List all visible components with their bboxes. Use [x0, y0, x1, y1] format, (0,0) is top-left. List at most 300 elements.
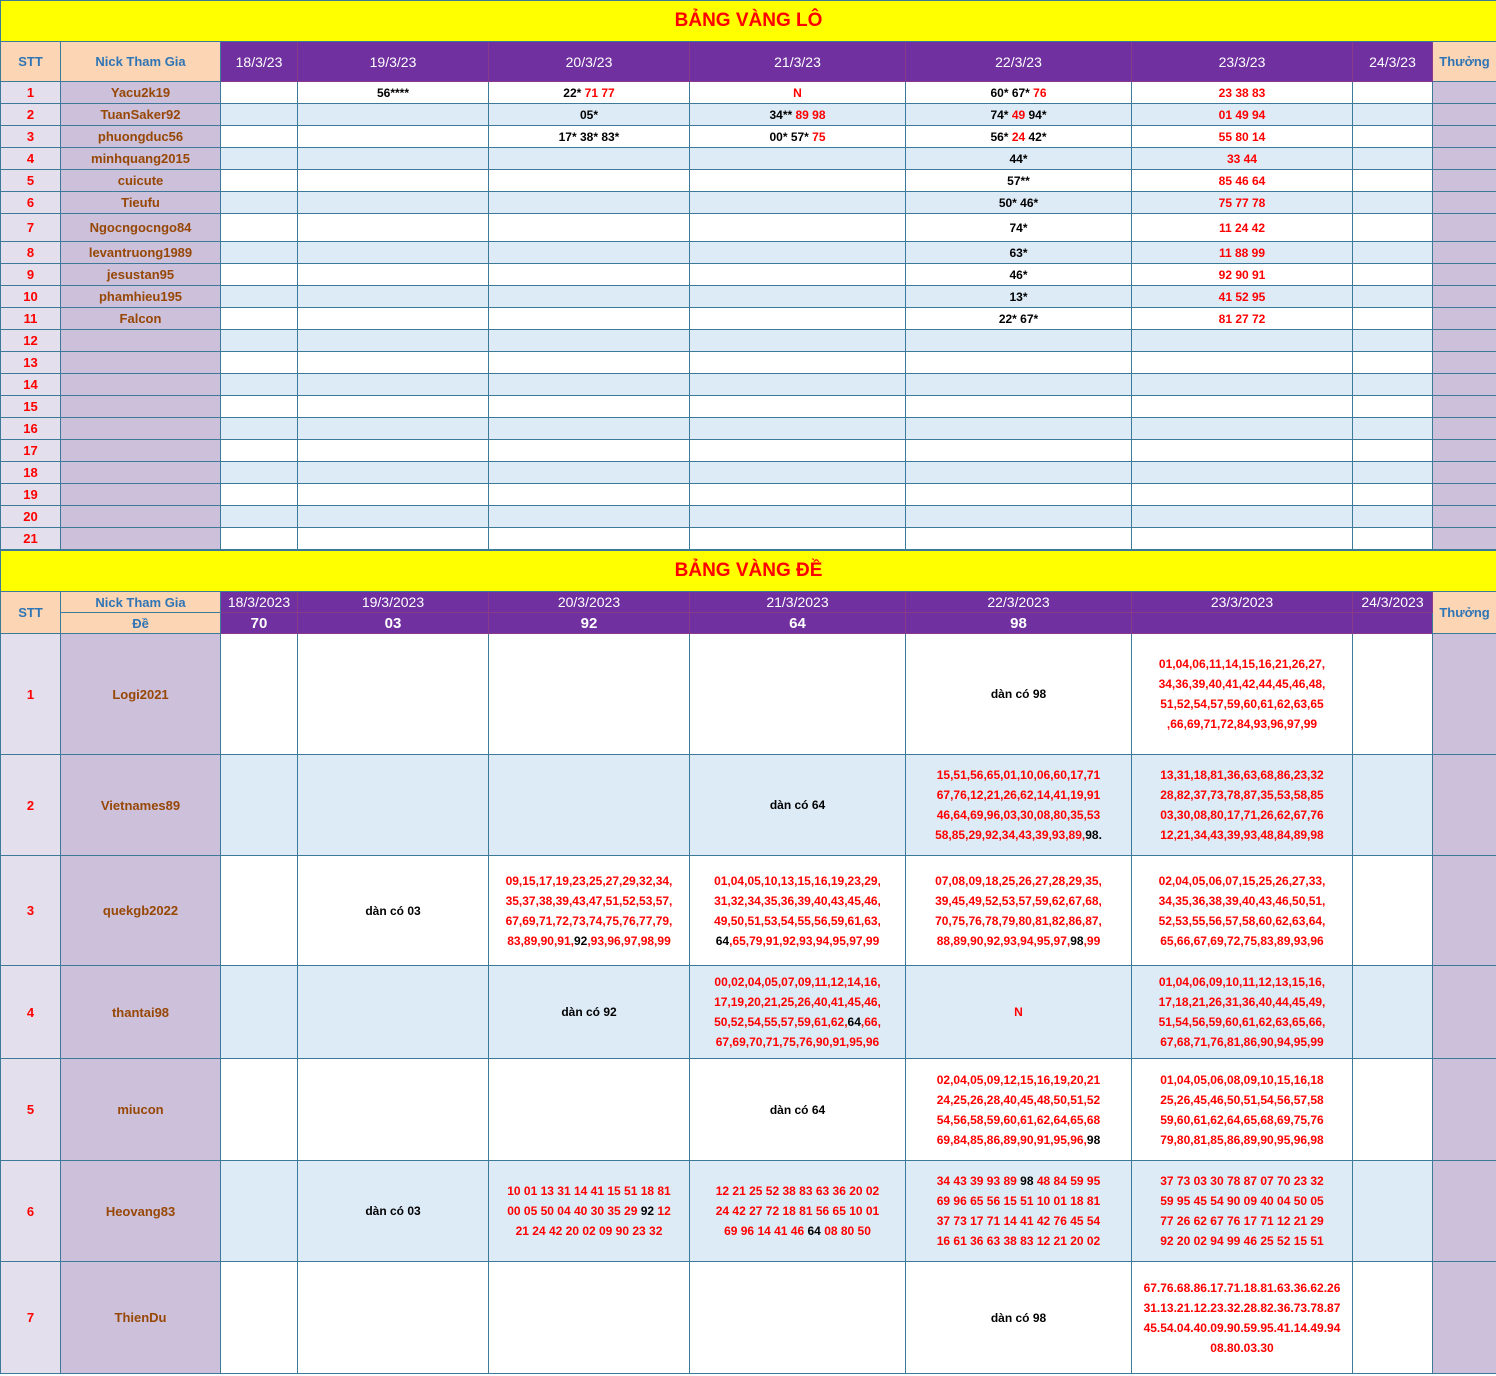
lo-pick-cell [906, 374, 1132, 396]
row-number: 17 [1, 440, 61, 462]
de-result [1132, 613, 1353, 634]
lo-pick-cell [1132, 82, 1353, 104]
cell-text: 75 [812, 129, 826, 144]
player-nick: Logi2021 [61, 634, 221, 755]
de-pick-cell [906, 634, 1132, 755]
pick-line [690, 891, 905, 911]
prize-cell [1433, 126, 1496, 148]
lo-pick-cell [298, 418, 489, 440]
cell-text: 50* 46* [998, 195, 1039, 210]
prize-cell [1433, 418, 1496, 440]
pick-line [1132, 694, 1352, 714]
lo-header-date: 21/3/23 [690, 42, 906, 82]
lo-row [1, 484, 1496, 506]
player-nick: Falcon [61, 308, 221, 330]
lo-pick-cell [1132, 462, 1353, 484]
de-pick-cell [1132, 1161, 1353, 1262]
lo-pick-cell [221, 352, 298, 374]
lo-pick-cell [690, 418, 906, 440]
cell-text: 24 [1011, 129, 1026, 144]
lo-pick-cell [1132, 170, 1353, 192]
pick-line [1132, 1318, 1352, 1338]
lo-pick-cell [690, 330, 906, 352]
lo-pick-cell [298, 148, 489, 170]
lo-pick-cell [221, 126, 298, 148]
prize-cell [1433, 214, 1496, 242]
lo-pick-cell [1353, 462, 1433, 484]
lo-pick-cell [1353, 506, 1433, 528]
lo-pick-cell [298, 528, 489, 550]
pick-line [690, 871, 905, 891]
pick-line [906, 1211, 1131, 1231]
cell-text: dàn có 64 [769, 1102, 826, 1117]
prize-cell [1433, 374, 1496, 396]
lo-row [1, 418, 1496, 440]
cell-text: 56**** [376, 85, 410, 100]
player-nick [61, 462, 221, 484]
cell-text: N [793, 85, 802, 100]
de-pick-cell [690, 634, 906, 755]
pick-line [1132, 891, 1352, 911]
prize-cell [1433, 634, 1496, 755]
cell-text: 69,84,85,86,89,90,91,95,96, [936, 1132, 1087, 1147]
lo-row [1, 286, 1496, 308]
cell-text: 98 [1086, 1132, 1101, 1147]
cell-text: 92 90 91 [1218, 267, 1266, 282]
lo-pick-cell [1132, 286, 1353, 308]
lo-pick-cell [489, 126, 690, 148]
de-pick-cell [1353, 1161, 1433, 1262]
pick-line [1132, 1191, 1352, 1211]
prize-cell [1433, 528, 1496, 550]
lo-pick-cell [690, 528, 906, 550]
lo-header-prize: Thưởng [1433, 42, 1496, 82]
cell-text: 54,56,58,59,60,61,62,64,65,68 [936, 1112, 1101, 1127]
prize-cell [1433, 396, 1496, 418]
player-nick: phamhieu195 [61, 286, 221, 308]
prize-cell [1433, 148, 1496, 170]
pick-line [1132, 911, 1352, 931]
de-pick-cell [298, 1059, 489, 1161]
cell-text: 05* [579, 107, 599, 122]
lo-pick-cell [906, 308, 1132, 330]
de-pick-cell [221, 634, 298, 755]
player-nick [61, 506, 221, 528]
lo-pick-cell [690, 396, 906, 418]
pick-line [690, 911, 905, 931]
lo-row [1, 396, 1496, 418]
player-nick: levantruong1989 [61, 242, 221, 264]
cell-text: 12,21,34,43,39,93,48,84,89,98 [1160, 828, 1324, 842]
de-row [1, 755, 1496, 856]
de-pick-cell [489, 856, 690, 966]
cell-text: 11 24 42 [1218, 220, 1266, 235]
cell-text: 00,02,04,05,07,09,11,12,14,16, [714, 975, 881, 989]
prize-cell [1433, 264, 1496, 286]
cell-text: 23 38 83 [1218, 85, 1266, 100]
pick-line [906, 931, 1131, 951]
cell-text: 11 88 99 [1218, 245, 1266, 260]
player-nick: TuanSaker92 [61, 104, 221, 126]
de-pick-cell [221, 1161, 298, 1262]
cell-text: 13* [1009, 289, 1028, 304]
lo-pick-cell [1353, 104, 1433, 126]
prize-cell [1433, 856, 1496, 966]
lo-pick-cell [221, 462, 298, 484]
lo-pick-cell [690, 170, 906, 192]
cell-text: 92 [573, 933, 588, 948]
cell-text: 60* 67* [990, 85, 1034, 100]
lo-pick-cell [690, 214, 906, 242]
de-pick-cell [690, 1161, 906, 1262]
cell-text: 64 [807, 1224, 821, 1238]
de-header-date: 24/3/2023 [1353, 592, 1433, 613]
cell-text: 37 73 17 71 14 41 42 76 45 54 [936, 1214, 1101, 1228]
lo-pick-cell [1353, 440, 1433, 462]
lo-pick-cell [298, 214, 489, 242]
lo-pick-cell [690, 242, 906, 264]
lo-pick-cell [1132, 374, 1353, 396]
lo-pick-cell [690, 264, 906, 286]
lo-table [0, 0, 1496, 550]
de-header-prize: Thưởng [1433, 592, 1496, 634]
cell-text: 92 [640, 1204, 655, 1218]
lo-row [1, 308, 1496, 330]
lo-pick-cell [221, 374, 298, 396]
pick-line [1132, 785, 1352, 805]
row-number: 9 [1, 264, 61, 286]
pick-line [1132, 1070, 1352, 1090]
lo-pick-cell [906, 352, 1132, 374]
de-header-stt: STT [1, 592, 61, 634]
pick-line [1132, 1090, 1352, 1110]
cell-text: 45.54.04.40.09.90.59.95.41.14.49.94 [1143, 1320, 1341, 1335]
de-pick-cell [690, 966, 906, 1059]
de-title: BẢNG VÀNG ĐỀ [1, 551, 1496, 592]
lo-pick-cell [690, 462, 906, 484]
lo-row [1, 330, 1496, 352]
de-row [1, 1262, 1496, 1374]
cell-text: 92 20 02 94 99 46 25 52 15 51 [1160, 1234, 1324, 1248]
lo-header-date: 20/3/23 [489, 42, 690, 82]
lo-pick-cell [1132, 126, 1353, 148]
lo-header-nick: Nick Tham Gia [61, 42, 221, 82]
cell-text: 67,76,12,21,26,62,14,41,19,91 [936, 788, 1101, 802]
cell-text: 31.13.21.12.23.32.28.82.36.73.78.87 [1143, 1300, 1341, 1315]
row-number: 5 [1, 170, 61, 192]
lo-pick-cell [906, 214, 1132, 242]
lo-pick-cell [906, 506, 1132, 528]
lo-row [1, 462, 1496, 484]
pick-line [489, 1201, 689, 1221]
lo-pick-cell [298, 192, 489, 214]
lo-pick-cell [1353, 352, 1433, 374]
lo-pick-cell [298, 352, 489, 374]
lo-pick-cell [489, 170, 690, 192]
lo-pick-cell [1132, 440, 1353, 462]
lo-pick-cell [298, 286, 489, 308]
row-number: 15 [1, 396, 61, 418]
de-result: 92 [489, 613, 690, 634]
cell-text: 46* [1009, 267, 1028, 282]
cell-text: 63* [1009, 245, 1028, 260]
pick-line [489, 1221, 689, 1241]
pick-line [690, 1201, 905, 1221]
de-pick-cell [489, 634, 690, 755]
lo-pick-cell [1353, 264, 1433, 286]
player-nick: thantai98 [61, 966, 221, 1059]
lo-row [1, 82, 1496, 104]
lo-header-stt: STT [1, 42, 61, 82]
lo-pick-cell [221, 170, 298, 192]
pick-line [489, 871, 689, 891]
cell-text: 01,04,05,06,08,09,10,15,16,18 [1160, 1072, 1324, 1087]
cell-text: 17* 38* 83* [558, 129, 620, 144]
lo-pick-cell [489, 330, 690, 352]
de-pick-cell [1132, 1262, 1353, 1374]
cell-text: 49,50,51,53,54,55,56,59,61,63, [714, 913, 881, 928]
pick-line [906, 825, 1131, 845]
pick-line [1132, 1110, 1352, 1130]
de-result: 03 [298, 613, 489, 634]
lo-pick-cell [690, 192, 906, 214]
lo-row [1, 148, 1496, 170]
cell-text: 07,08,09,18,25,26,27,28,29,35, [935, 873, 1102, 888]
de-pick-cell [1132, 1059, 1353, 1161]
cell-text: 48 84 59 95 [1033, 1174, 1101, 1188]
lo-pick-cell [298, 126, 489, 148]
cell-text: 02,04,05,06,07,15,25,26,27,33, [1158, 873, 1326, 888]
lo-pick-cell [1353, 330, 1433, 352]
lo-pick-cell [489, 192, 690, 214]
pick-line [1132, 1012, 1352, 1032]
lo-pick-cell [489, 506, 690, 528]
de-result: 98 [906, 613, 1132, 634]
row-number: 16 [1, 418, 61, 440]
player-nick: ThienDu [61, 1262, 221, 1374]
cell-text: 89 98 [795, 107, 826, 122]
row-number: 10 [1, 286, 61, 308]
lo-header-date: 24/3/23 [1353, 42, 1433, 82]
lo-pick-cell [1353, 286, 1433, 308]
cell-text: 64 [847, 1015, 861, 1029]
pick-line [906, 1130, 1131, 1150]
lo-pick-cell [298, 308, 489, 330]
de-pick-cell [906, 755, 1132, 856]
row-number: 21 [1, 528, 61, 550]
prize-cell [1433, 104, 1496, 126]
de-row [1, 634, 1496, 755]
cell-text: 21 24 42 20 02 09 90 23 32 [515, 1224, 663, 1238]
pick-line [1132, 1338, 1352, 1358]
player-nick [61, 374, 221, 396]
pick-line [690, 992, 905, 1012]
cell-text: dàn có 98 [990, 1310, 1047, 1325]
cell-text: 49 [1011, 107, 1026, 122]
de-pick-cell [906, 1262, 1132, 1374]
de-pick-cell [906, 1059, 1132, 1161]
prize-cell [1433, 1262, 1496, 1374]
cell-text: 00* 57* [769, 129, 813, 144]
cell-text: 01 49 94 [1218, 107, 1266, 122]
pick-line [298, 901, 488, 921]
lo-pick-cell [906, 82, 1132, 104]
pick-line [489, 931, 689, 951]
pick-line [1132, 1211, 1352, 1231]
cell-text: 94* [1025, 107, 1047, 122]
de-pick-cell [298, 755, 489, 856]
player-nick: jesustan95 [61, 264, 221, 286]
lo-pick-cell [489, 374, 690, 396]
lo-pick-cell [489, 242, 690, 264]
lo-pick-cell [1132, 352, 1353, 374]
lo-pick-cell [298, 374, 489, 396]
pick-line [690, 1032, 905, 1052]
pick-line [906, 911, 1131, 931]
pick-line [906, 1110, 1131, 1130]
player-nick [61, 330, 221, 352]
row-number: 4 [1, 148, 61, 170]
pick-line [1132, 871, 1352, 891]
lo-pick-cell [298, 484, 489, 506]
cell-text: 16 61 36 63 38 83 12 21 20 02 [936, 1234, 1101, 1248]
player-nick [61, 418, 221, 440]
de-pick-cell [221, 755, 298, 856]
lo-pick-cell [489, 104, 690, 126]
row-number: 6 [1, 1161, 61, 1262]
lo-pick-cell [298, 506, 489, 528]
pick-line [906, 1090, 1131, 1110]
prize-cell [1433, 440, 1496, 462]
lo-header-date: 22/3/23 [906, 42, 1132, 82]
prize-cell [1433, 506, 1496, 528]
cell-text: 37 73 03 30 78 87 07 70 23 32 [1160, 1174, 1324, 1188]
lo-pick-cell [690, 126, 906, 148]
row-number: 2 [1, 104, 61, 126]
lo-pick-cell [1132, 330, 1353, 352]
lo-pick-cell [298, 396, 489, 418]
lo-pick-cell [1132, 484, 1353, 506]
lo-pick-cell [1132, 528, 1353, 550]
lo-pick-cell [906, 104, 1132, 126]
cell-text: 77 26 62 67 76 17 71 12 21 29 [1160, 1214, 1324, 1228]
cell-text: 75 77 78 [1218, 195, 1266, 210]
row-number: 19 [1, 484, 61, 506]
de-pick-cell [690, 755, 906, 856]
row-number: 5 [1, 1059, 61, 1161]
cell-text: 98. [1085, 828, 1102, 842]
de-header-date: 22/3/2023 [906, 592, 1132, 613]
lo-pick-cell [221, 330, 298, 352]
lo-pick-cell [221, 286, 298, 308]
pick-line [690, 1012, 905, 1032]
row-number: 8 [1, 242, 61, 264]
cell-text: dàn có 03 [365, 1204, 421, 1218]
prize-cell [1433, 755, 1496, 856]
lo-pick-cell [906, 330, 1132, 352]
de-pick-cell [1353, 856, 1433, 966]
cell-text: 12 21 25 52 38 83 63 36 20 02 [715, 1184, 880, 1198]
lo-pick-cell [1132, 192, 1353, 214]
cell-text: 55 80 14 [1218, 129, 1266, 144]
lo-pick-cell [489, 484, 690, 506]
de-header-date: 20/3/2023 [489, 592, 690, 613]
lo-pick-cell [221, 418, 298, 440]
cell-text: dàn có 03 [365, 903, 421, 918]
cell-text: 28,82,37,73,78,87,35,53,58,85 [1160, 788, 1324, 802]
cell-text: ,66,69,71,72,84,93,96,97,99 [1166, 717, 1318, 731]
de-pick-cell [298, 634, 489, 755]
pick-line [1132, 1032, 1352, 1052]
prize-cell [1433, 462, 1496, 484]
prize-cell [1433, 352, 1496, 374]
cell-text: 74* [990, 107, 1012, 122]
prize-cell [1433, 242, 1496, 264]
lo-pick-cell [906, 418, 1132, 440]
cell-text: 41 52 95 [1218, 289, 1266, 304]
pick-line [1132, 654, 1352, 674]
de-pick-cell [1353, 1059, 1433, 1161]
lo-pick-cell [1132, 418, 1353, 440]
player-nick: cuicute [61, 170, 221, 192]
lo-pick-cell [221, 214, 298, 242]
cell-text: dàn có 98 [990, 687, 1047, 701]
pick-line [1132, 1278, 1352, 1298]
cell-text: 25,26,45,46,50,51,54,56,57,58 [1160, 1092, 1324, 1107]
cell-text: 12 [654, 1204, 671, 1218]
cell-text: 15,51,56,65,01,10,06,60,17,71 [936, 768, 1101, 782]
cell-text: 46,64,69,96,03,30,08,80,35,53 [936, 808, 1101, 822]
player-nick: Yacu2k19 [61, 82, 221, 104]
de-header-date: 21/3/2023 [690, 592, 906, 613]
cell-text: 79,80,81,85,86,89,90,95,96,98 [1160, 1132, 1324, 1147]
cell-text: 24 42 27 72 18 81 56 65 10 01 [715, 1204, 880, 1218]
cell-text: 00 05 50 04 40 30 35 29 [507, 1204, 641, 1218]
cell-text: 67.76.68.86.17.71.18.81.63.36.62.26 [1143, 1280, 1341, 1295]
lo-pick-cell [906, 286, 1132, 308]
lo-pick-cell [221, 308, 298, 330]
row-number: 3 [1, 856, 61, 966]
de-header-nick: Nick Tham Gia [61, 592, 221, 613]
lo-pick-cell [221, 192, 298, 214]
cell-text: 17,18,21,26,31,36,40,44,45,49, [1158, 995, 1326, 1009]
pick-line [906, 1308, 1131, 1328]
row-number: 6 [1, 192, 61, 214]
cell-text: 22* 67* [998, 311, 1039, 326]
lo-pick-cell [1353, 82, 1433, 104]
cell-text: 71 77 [584, 85, 615, 100]
de-pick-cell [489, 1059, 690, 1161]
cell-text: 01,04,05,10,13,15,16,19,23,29, [714, 873, 881, 888]
lo-pick-cell [489, 396, 690, 418]
prize-cell [1433, 308, 1496, 330]
cell-text: 02,04,05,09,12,15,16,19,20,21 [936, 1072, 1101, 1087]
prize-cell [1433, 192, 1496, 214]
lo-pick-cell [1353, 170, 1433, 192]
de-pick-cell [1132, 856, 1353, 966]
de-pick-cell [906, 966, 1132, 1059]
pick-line [1132, 825, 1352, 845]
lo-row [1, 126, 1496, 148]
pick-line [906, 891, 1131, 911]
de-pick-cell [1132, 755, 1353, 856]
player-nick: minhquang2015 [61, 148, 221, 170]
lo-pick-cell [298, 104, 489, 126]
lo-pick-cell [690, 484, 906, 506]
cell-text: 33 44 [1226, 151, 1258, 166]
lo-row [1, 440, 1496, 462]
lo-pick-cell [906, 484, 1132, 506]
